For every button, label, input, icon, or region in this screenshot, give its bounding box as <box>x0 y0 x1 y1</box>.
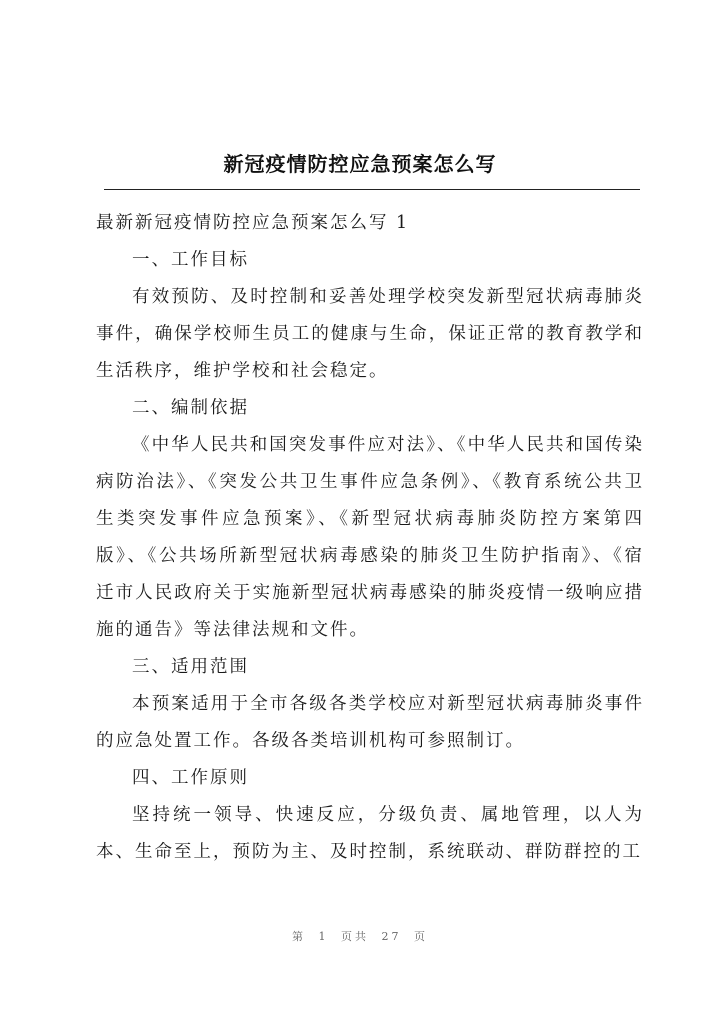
document-body <box>96 205 644 871</box>
section-paragraph: 本预案适用于全市各级各类学校应对新型冠状病毒肺炎事件的应急处置工作。各级各类培训机构可参照制订。 <box>96 694 644 751</box>
section-paragraph: 《中华人民共和国突发事件应对法》、《中华人民共和国传染病防治法》、《突发公共卫生事件应急条例》、《教育系统公共卫生类突发事件应急预案》、《新型冠状病毒肺炎防控方案第四版》、《公共场所新型冠状病毒感染的肺炎卫生防护指南》、《宿迁市人民政府关于实施新型冠状病毒感染的肺炎疫情一级响应措施的通告》等法律法规和文件。 <box>96 435 644 640</box>
section-heading: 三、适用范围 <box>132 657 249 677</box>
page-middle: 页共 <box>341 930 369 943</box>
page-title: 新冠疫情防控应急预案怎么写 <box>223 152 497 176</box>
section-heading: 二、编制依据 <box>132 398 249 418</box>
page-total: 27 <box>381 930 402 943</box>
section-paragraph: 坚持统一领导、快速反应，分级负责、属地管理，以人为本、生命至上，预防为主、及时控制，系统联动、群防群控的工 <box>96 805 644 862</box>
page-suffix: 页 <box>414 930 428 943</box>
section-heading: 一、工作目标 <box>132 250 249 270</box>
document-subtitle: 最新新冠疫情防控应急预案怎么写 1 <box>96 213 410 233</box>
title-divider <box>104 189 640 190</box>
section-paragraph: 有效预防、及时控制和妥善处理学校突发新型冠状病毒肺炎事件，确保学校师生员工的健康与生命，保证正常的教育教学和生活秩序，维护学校和社会稳定。 <box>96 287 644 381</box>
section-heading: 四、工作原则 <box>132 768 249 788</box>
page-prefix: 第 <box>292 930 306 943</box>
page-footer <box>0 928 720 944</box>
page-number: 1 <box>318 930 329 943</box>
